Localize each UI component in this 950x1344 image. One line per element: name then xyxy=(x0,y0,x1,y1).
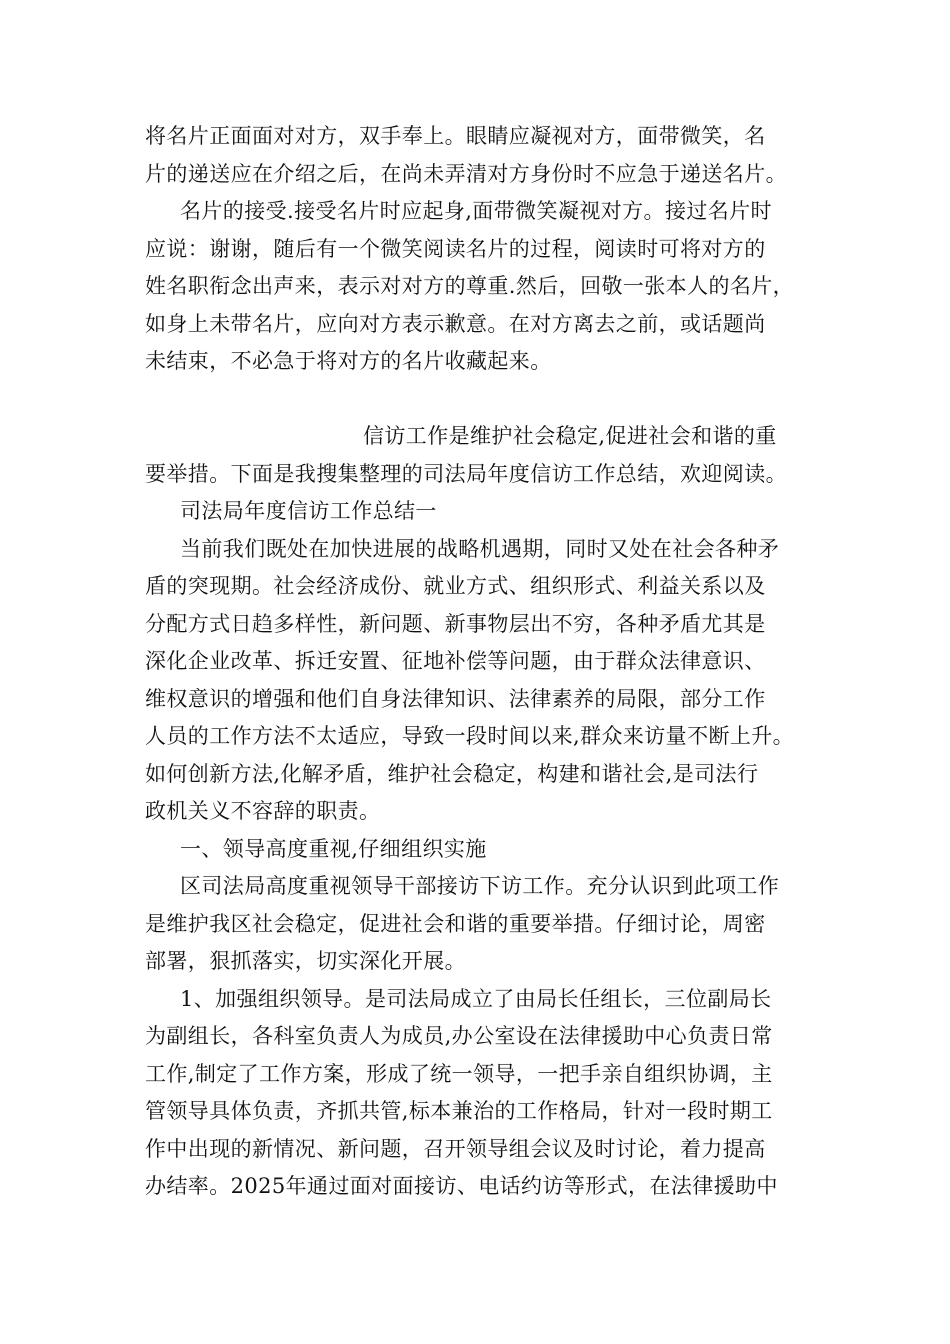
section-heading: 一、领导高度重视,仔细组织实施 xyxy=(180,836,487,861)
text-line: 信访工作是维护社会稳定,促进社会和谐的重 xyxy=(363,424,777,448)
text-line: 维权意识的增强和他们自身法律知识、法律素养的局限，部分工作 xyxy=(145,686,766,711)
text-line: 片的递送应在介绍之后，在尚未弄清对方身份时不应急于递送名片。 xyxy=(145,161,787,186)
text-line: 当前我们既处在加快进展的战略机遇期，同时又处在社会各种矛 xyxy=(180,536,780,561)
text-line: 政机关义不容辞的职责。 xyxy=(145,799,381,823)
text-line: 如何创新方法,化解矛盾，维护社会稳定，构建和谐社会,是司法行 xyxy=(145,761,759,786)
text-line: 将名片正面面对对方，双手奉上。眼睛应凝视对方，面带微笑，名 xyxy=(145,124,766,148)
text-line: 应说：谢谢，随后有一个微笑阅读名片的过程，阅读时可将对方的 xyxy=(145,236,766,261)
text-line: 深化企业改革、拆迁安置、征地补偿等问题，由于群众法律意识、 xyxy=(145,649,766,673)
text-line: 区司法局高度重视领导干部接访下访工作。充分认识到此项工作 xyxy=(180,874,780,898)
text-line: 如身上未带名片，应向对方表示歉意。在对方离去之前，或话题尚 xyxy=(145,311,766,336)
text-line: 姓名职衔念出声来，表示对对方的尊重.然后，回敬一张本人的名片， xyxy=(145,274,795,298)
text-line: 为副组长，各科室负责人为成员,办公室设在法律援助中心负责日常 xyxy=(145,1024,773,1048)
text-line: 办结率。2025年通过面对面接访、电话约访等形式，在法律援助中 xyxy=(145,1174,778,1198)
section-title: 司法局年度信访工作总结一 xyxy=(180,499,437,523)
text-line: 部署，狠抓落实，切实深化开展。 xyxy=(145,949,466,973)
text-line: 盾的突现期。社会经济成份、就业方式、组织形式、利益关系以及 xyxy=(145,574,766,598)
text-line: 工作,制定了工作方案，形成了统一领导，一把手亲自组织协调，主 xyxy=(145,1061,773,1086)
text-line: 人员的工作方法不太适应，导致一段时间以来,群众来访量不断上升。 xyxy=(145,724,795,748)
text-line: 要举措。下面是我搜集整理的司法局年度信访工作总结，欢迎阅读。 xyxy=(145,461,787,486)
text-line: 是维护我区社会稳定，促进社会和谐的重要举措。仔细讨论，周密 xyxy=(145,911,766,936)
text-line: 管领导具体负责，齐抓共管,标本兼治的工作格局，针对一段时期工 xyxy=(145,1099,773,1123)
text-line: 作中出现的新情况、新问题，召开领导组会议及时讨论，着力提高 xyxy=(145,1136,766,1161)
text-line: 1、加强组织领导。是司法局成立了由局长任组长，三位副局长 xyxy=(180,986,772,1011)
document-body xyxy=(145,118,810,1206)
text-line: 未结束，不必急于将对方的名片收藏起来。 xyxy=(145,349,552,373)
text-line: 名片的接受.接受名片时应起身,面带微笑凝视对方。接过名片时 xyxy=(180,199,772,223)
text-line: 分配方式日趋多样性，新问题、新事物层出不穷，各种矛盾尤其是 xyxy=(145,611,766,636)
paragraph-gap xyxy=(145,381,810,419)
